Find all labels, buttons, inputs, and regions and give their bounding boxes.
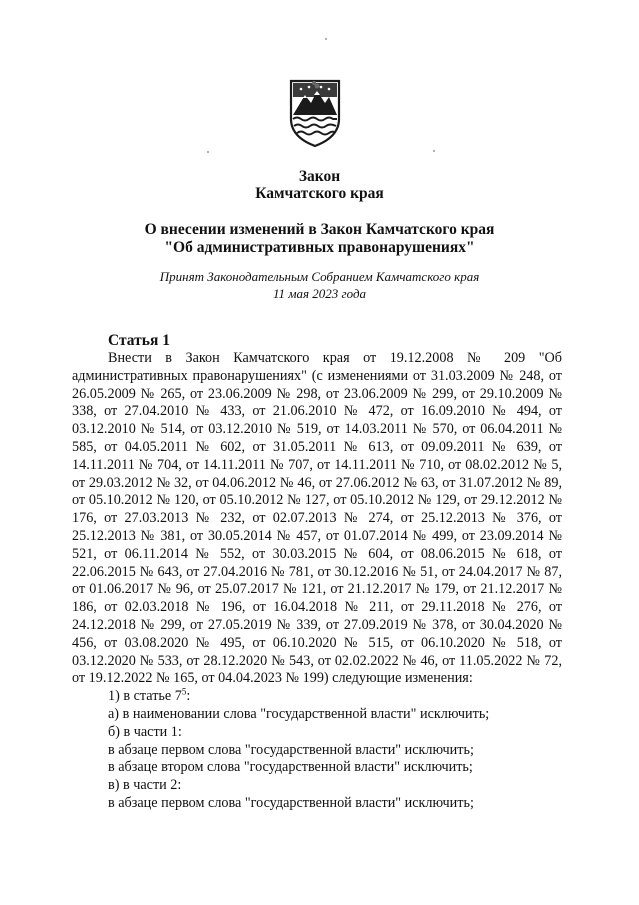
list-item-b: б) в части 1: (108, 723, 182, 740)
law-subject-line2: "Об административных правонарушениях" (164, 239, 475, 256)
list-item-b-2: в абзаце втором слова "государственной власти" исключить; (108, 759, 473, 776)
list-item-v: в) в части 2: (108, 777, 182, 794)
scan-speck (433, 150, 435, 152)
scan-speck (207, 151, 209, 153)
list-item-v-1: в абзаце первом слова "государственной власти" исключить; (108, 794, 474, 811)
law-region: Камчатского края (255, 185, 384, 202)
scan-speck (325, 38, 327, 40)
list-item-a: а) в наименовании слова "государственной власти" исключить; (108, 705, 490, 722)
law-subject-line1: О внесении изменений в Закон Камчатского края (144, 221, 495, 238)
coat-of-arms-emblem (287, 75, 343, 149)
list-item-b-1: в абзаце первом слова "государственной власти" исключить; (108, 741, 474, 758)
law-title: Закон (298, 168, 341, 185)
article-body (72, 350, 562, 813)
adoption-note-line1: Принят Законодательным Собранием Камчатского края (159, 269, 480, 284)
article-intro-paragraph: Внести в Закон Камчатского края от 19.12.2008 № 209 "Об административных правонарушениях" (с изменениями от 31.03.2009 № 248, от 26.05.2009 № 265, от 23.06.2009 № 298, от 23.06.2009 № 299, от 29.10.2009 № 338, от 27.04.2010 № 433, от 21.06.2010 № 472, от 16.09.2010 № 494, от 03.12.2010 № 514, от 03.12.2010 № 519, от 14.03.2011 № 570, от 06.04.2011 № 585, от 04.05.2011 № 602, от 31.05.2011 № 613, от 09.09.2011 № 639, от 14.11.2011 № 704, от 14.11.2011 № 707, от 14.11.2011 № 710, от 08.02.2012 № 5, от 29.03.2012 № 32, от 04.06.2012 № 46, от 27.06.2012 № 63, от 31.07.2012 № 89, от 05.10.2012 № 120, от 05.10.2012 № 127, от 05.10.2012 № 129, от 29.12.2012 № 176, от 27.03.2013 № 232, от 02.07.2013 № 274, от 25.12.2013 № 376, от 25.12.2013 № 381, от 30.05.2014 № 457, от 01.07.2014 № 499, от 23.09.2014 № 521, от 06.11.2014 № 552, от 30.03.2015 № 604, от 08.06.2015 № 618, от 22.06.2015 № 643, от 27.04.2016 № 781, от 30.12.2016 № 51, от 24.04.2017 № 87, от 01.06.2017 № 96, от 25.07.2017 № 121, от 21.12.2017 № 179, от 21.12.2017 № 186, от 02.03.2018 № 196, от 16.04.2018 № 211, от 29.11.2018 № 276, от 24.12.2018 № 299, от 27.05.2019 № 339, от 27.09.2019 № 378, от 30.04.2020 № 456, от 03.08.2020 № 495, от 06.10.2020 № 515, от 06.10.2020 № 518, от 03.12.2020 № 533, от 28.12.2020 № 543, от 02.02.2022 № 46, от 11.05.2022 № 72, от 19.12.2022 № 165, от 04.04.2023 № 199) следующие изменения: (72, 350, 562, 687)
adoption-date: 11 мая 2023 года (272, 286, 367, 301)
list-item-1: 1) в статье $7^5$: (108, 686, 191, 705)
article-title: Статья 1 (108, 332, 170, 349)
